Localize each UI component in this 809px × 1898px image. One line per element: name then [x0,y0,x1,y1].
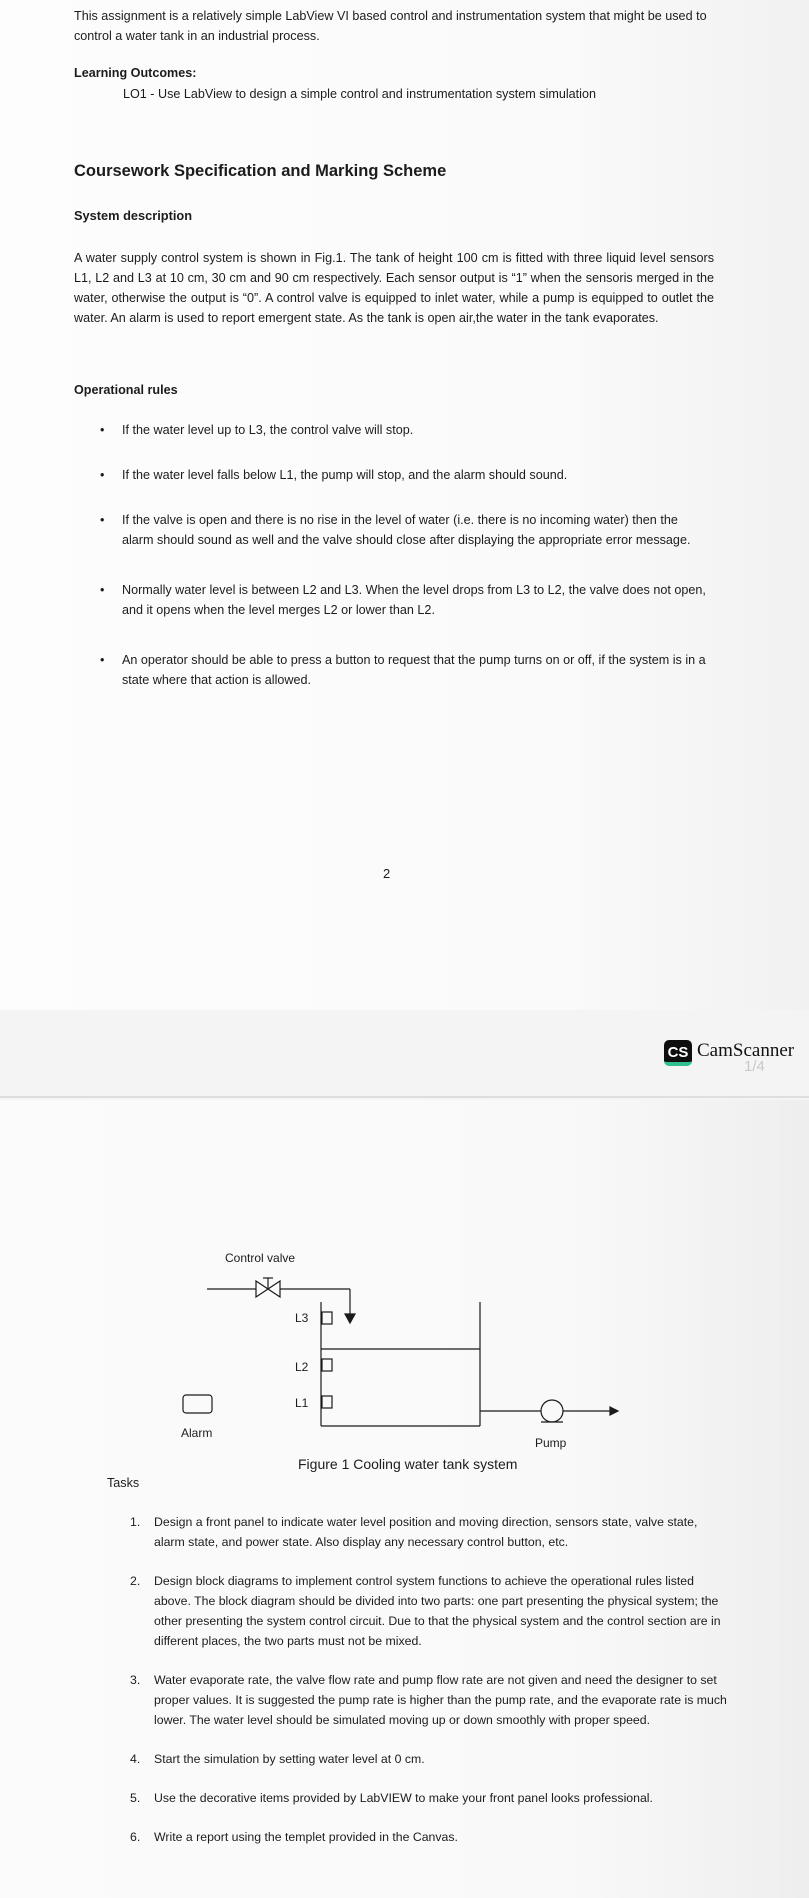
rule-item: • An operator should be able to press a button to request that the pump turns on or off, if the system is in a state where that action is allowed. [100,650,712,690]
page-indicator: 1/4 [744,1058,765,1075]
sensor-l1-icon [322,1396,332,1408]
control-valve-label: Control valve [225,1251,296,1265]
valve-left-icon [256,1281,268,1297]
task-text: Use the decorative items provided by LabVIEW to make your front panel looks professional. [154,1791,653,1805]
task-item [130,1749,730,1769]
valve-right-icon [268,1281,280,1297]
camscanner-logo: CS [664,1040,692,1066]
task-item [130,1670,730,1730]
alarm-icon [183,1395,212,1413]
learning-outcome-lo1: LO1 - Use LabView to design a simple control and instrumentation system simulation [123,87,596,101]
task-number: 4. [130,1752,141,1766]
outlet-arrow-icon [610,1407,618,1415]
task-text: Start the simulation by setting water level at 0 cm. [154,1752,425,1766]
system-description-heading: System description [74,208,193,223]
task-number: 5. [130,1791,141,1805]
task-text: Design block diagrams to implement control system functions to achieve the operational rules listed above. The block diagram should be divided into two parts: one part presenting the physical system; the other presenting the system control circuit. Due to that the physical system and the control section are in different places, the two parts must not be mixed. [154,1574,721,1648]
alarm-label: Alarm [181,1426,213,1440]
task-item [130,1827,730,1847]
sensor-l2-label: L2 [295,1360,309,1374]
rule-item: • If the water level falls below L1, the pump will stop, and the alarm should sound. [100,465,712,485]
sensor-l3-icon [322,1312,332,1324]
task-text: Water evaporate rate, the valve flow rate and pump flow rate are not given and need the designer to set proper values. It is suggested the pump rate is higher than the pump rate, and the evaporate rate is much lower. The water level should be simulated moving up or down smoothly with proper speed. [154,1673,727,1727]
page-number: 2 [383,866,391,881]
tasks-heading: Tasks [107,1476,140,1490]
camscanner-brand: CamScanner [697,1040,795,1061]
section-title: Coursework Specification and Marking Scheme [74,162,447,180]
figure-caption: Figure 1 Cooling water tank system [298,1456,518,1472]
tasks-list [130,1512,730,1866]
task-item [130,1512,730,1552]
rule-item: • If the valve is open and there is no rise in the level of water (i.e. there is no incoming water) then the alarm should sound as well and the valve should close after displaying the appropriate error message. [100,510,712,550]
task-item [130,1788,730,1808]
rule-item: • Normally water level is between L2 and L3. When the level drops from L3 to L2, the valve does not open, and it opens when the level merges L2 or lower than L2. [100,580,712,620]
task-number: 3. [130,1673,141,1687]
pump-icon [541,1400,563,1422]
operational-rules-heading: Operational rules [74,383,178,397]
sensor-l1-label: L1 [295,1396,309,1410]
pump-label: Pump [535,1436,567,1450]
learning-outcomes-heading: Learning Outcomes: [74,66,197,80]
sensor-l3-label: L3 [295,1311,309,1325]
intro-paragraph: This assignment is a relatively simple LabView VI based control and instrumentation system that might be used to control a water tank in an industrial process. [74,9,707,43]
task-item [130,1571,730,1651]
inlet-arrow-icon [345,1314,355,1323]
task-number: 1. [130,1515,141,1529]
rule-item: • If the water level up to L3, the control valve will stop. [100,420,712,440]
task-text: Write a report using the templet provided in the Canvas. [154,1830,458,1844]
task-number: 6. [130,1830,141,1844]
system-description-paragraph: A water supply control system is shown in Fig.1. The tank of height 100 cm is fitted with three liquid level sensors L1, L2 and L3 at 10 cm, 30 cm and 90 cm respectively. Each sensor output is “1” when the sensoris merged in the water, otherwise the output is “0”. A control valve is equipped to inlet water, while a pump is equipped to outlet the water. An alarm is used to report emergent state. As the tank is open air,the water in the tank evaporates. [74,251,714,325]
sensor-l2-icon [322,1359,332,1371]
task-text: Design a front panel to indicate water level position and moving direction, sensors state, valve state, alarm state, and power state. Also display any necessary control button, etc. [154,1515,698,1549]
task-number: 2. [130,1574,141,1588]
